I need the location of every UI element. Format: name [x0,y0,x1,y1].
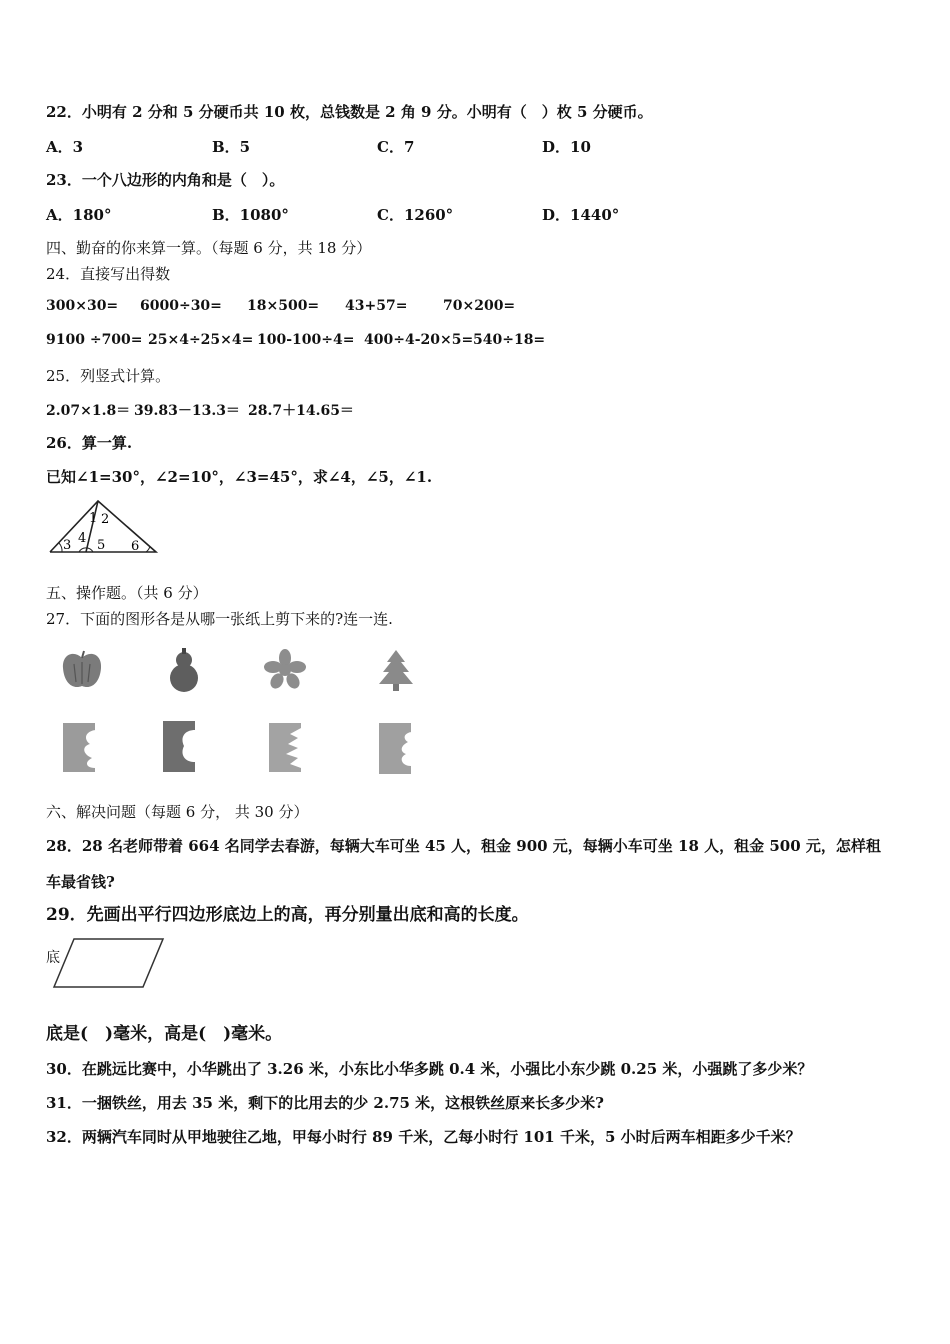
angle-arc [59,543,62,552]
q25-calc: 39.83－13.3＝ [134,403,240,419]
q23-option-a: A．180° [46,206,112,224]
angle-label-2: 2 [101,512,110,527]
triangle-figure [46,496,162,556]
question-28-line1: 28．28 名老师带着 664 名同学去春游，每辆大车可坐 45 人，租金 900 元，每辆小车可坐 18 人，租金 500 元，怎样租 [46,837,881,855]
q24-calc: 25×4÷25×4= [148,332,254,348]
q23-option-c: C．1260° [377,206,454,224]
q23-option-d: D．1440° [542,206,620,224]
paper-cut-1-icon [62,722,96,772]
parallelogram-outline [54,939,163,987]
apple-icon [60,648,104,692]
angle-label-1: 1 [89,511,98,526]
question-24: 24．直接写出得数 [46,265,171,283]
q23-option-b: B．1080° [212,206,289,224]
question-29: 29．先画出平行四边形底边上的高，再分别量出底和高的长度。 [46,905,529,925]
base-label: 底 [46,950,60,966]
q22-option-c: C．7 [377,138,415,156]
q29-answer: 底是( )毫米，高是( )毫米。 [46,1024,283,1044]
question-32: 32．两辆汽车同时从甲地驶往乙地，甲每小时行 89 千米，乙每小时行 101 千米，5 小时后两车相距多少千米？ [46,1128,801,1146]
q22-option-a: A．3 [46,138,84,156]
parallelogram-figure [50,937,166,991]
q22-option-d: D．10 [542,138,591,156]
q24-calc: 9100 ÷700= [46,332,143,348]
paper-cut-2-icon [162,720,196,772]
q24-calc: 43+57= [345,298,408,314]
q24-calc: 18×500= [247,298,320,314]
question-22: 22．小明有 2 分和 5 分硬币共 10 枚，总钱数是 2 角 9 分。小明有（ ）枚 5 分硬币。 [46,103,653,121]
q25-calc: 28.7＋14.65＝ [248,403,354,419]
section-4-title: 四、勤奋的你来算一算。（每题 6 分，共 18 分） [46,239,372,257]
angle-label-6: 6 [131,539,140,554]
q26-given: 已知∠1=30°，∠2=10°，∠3=45°，求∠4，∠5，∠1. [46,468,433,486]
q24-calc: 6000÷30= [140,298,222,314]
angle-label-3: 3 [63,538,72,553]
q24-calc: 70×200= [443,298,516,314]
q25-calc: 2.07×1.8＝ [46,403,131,419]
q22-option-b: B．5 [212,138,251,156]
tree-icon [376,648,416,692]
question-28-line2: 车最省钱? [46,873,115,891]
gourd-icon [164,646,204,694]
paper-cut-4-icon [378,722,412,774]
angle-label-5: 5 [97,538,106,553]
paper-cut-3-icon [268,722,302,772]
question-23: 23．一个八边形的内角和是（ ）。 [46,171,285,189]
question-27: 27．下面的图形各是从哪一张纸上剪下来的?连一连. [46,610,393,628]
angle-label-4: 4 [78,531,87,546]
section-5-title: 五、操作题。（共 6 分） [46,584,208,602]
q24-calc: 100-100÷4= [257,332,355,348]
flower-icon [263,648,307,690]
q24-calc: 300×30= [46,298,119,314]
question-26: 26．算一算. [46,434,133,452]
q24-calc: 540÷18= [473,332,546,348]
angle-arc [146,546,150,552]
q24-calc: 400÷4-20×5= [364,332,474,348]
question-30: 30．在跳远比赛中，小华跳出了 3.26 米，小东比小华多跳 0.4 米，小强比小东少跳 0.25 米，小强跳了多少米？ [46,1060,813,1078]
question-31: 31．一捆铁丝，用去 35 米，剩下的比用去的少 2.75 米，这根铁丝原来长多少米? [46,1094,604,1112]
section-6-title: 六、解决问题（每题 6 分， 共 30 分） [46,803,309,821]
question-25: 25．列竖式计算。 [46,367,171,385]
